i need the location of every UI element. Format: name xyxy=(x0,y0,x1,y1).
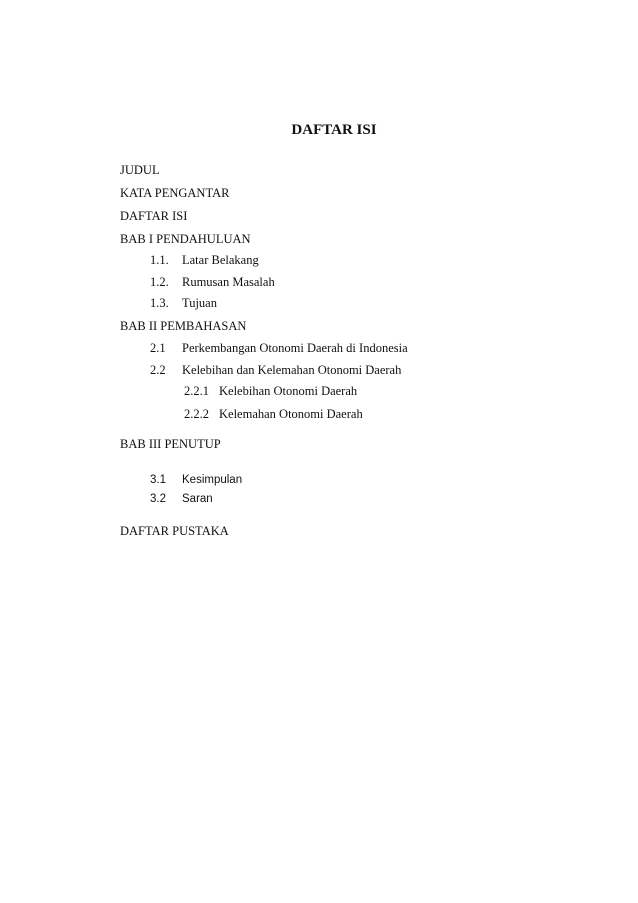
toc-entry-bab-1 xyxy=(120,231,251,247)
toc-entry-text: Perkembangan Otonomi Daerah di Indonesia xyxy=(182,341,408,355)
toc-entry-number: 1.1. xyxy=(150,253,169,267)
toc-entry-3-2 xyxy=(150,491,213,507)
toc-entry-2-1 xyxy=(150,340,408,356)
toc-entry-1-1 xyxy=(150,252,259,268)
toc-entry-daftar-pustaka xyxy=(120,523,229,539)
toc-entry-3-1 xyxy=(150,472,242,488)
toc-entry-number: 2.2.1 xyxy=(184,384,209,398)
page-title: DAFTAR ISI xyxy=(291,122,377,138)
toc-entry-text: JUDUL xyxy=(120,163,160,177)
toc-entry-2-2 xyxy=(150,362,401,378)
toc-entry-text: Saran xyxy=(182,493,213,505)
toc-entry-text: Kelebihan Otonomi Daerah xyxy=(219,384,358,398)
toc-entry-number: 1.2. xyxy=(150,275,169,289)
toc-entry-number: 2.1 xyxy=(150,341,166,355)
toc-entry-text: KATA PENGANTAR xyxy=(120,186,230,200)
toc-entry-bab-2 xyxy=(120,318,246,334)
toc-entry-text: BAB I PENDAHULUAN xyxy=(120,232,251,246)
toc-entry-number: 3.1 xyxy=(150,474,166,486)
toc-entry-text: Kelemahan Otonomi Daerah xyxy=(219,407,363,421)
toc-entry-text: BAB II PEMBAHASAN xyxy=(120,319,247,333)
toc-entry-text: Rumusan Masalah xyxy=(182,275,275,289)
toc-entry-bab-3 xyxy=(120,436,221,452)
toc-entry-kata-pengantar xyxy=(120,185,229,201)
toc-entry-number: 2.2 xyxy=(150,363,166,377)
toc-entry-1-3 xyxy=(150,295,217,311)
toc-entry-number: 3.2 xyxy=(150,493,166,505)
toc-entry-text: DAFTAR ISI xyxy=(120,209,188,223)
toc-entry-1-2 xyxy=(150,274,275,290)
toc-entry-text: BAB III PENUTUP xyxy=(120,437,221,451)
toc-entry-text: Kelebihan dan Kelemahan Otonomi Daerah xyxy=(182,363,402,377)
toc-entry-2-2-1 xyxy=(184,383,357,399)
toc-entry-number: 1.3. xyxy=(150,296,169,310)
toc-entry-judul xyxy=(120,162,160,178)
toc-entry-number: 2.2.2 xyxy=(184,407,209,421)
toc-entry-text: Latar Belakang xyxy=(182,253,259,267)
toc-entry-text: Kesimpulan xyxy=(182,474,243,486)
toc-entry-daftar-isi xyxy=(120,208,187,224)
toc-entry-2-2-2 xyxy=(184,406,363,422)
toc-entry-text: Tujuan xyxy=(182,296,217,310)
toc-entry-text: DAFTAR PUSTAKA xyxy=(120,524,229,538)
